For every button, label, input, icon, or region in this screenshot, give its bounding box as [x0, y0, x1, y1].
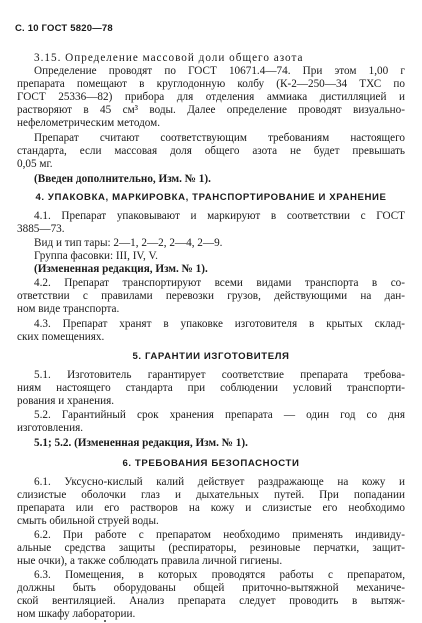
paragraph-line: ской вентиляцией. Анализ препарата следует проводить в вытяж-	[17, 595, 405, 607]
paragraph-line: Группа фасовки: III, IV, V.	[34, 250, 158, 262]
paragraph-line: 4.1. Препарат упаковывают и маркируют в соответствии с ГОСТ	[34, 210, 405, 222]
paragraph-line: 5.2. Гарантийный срок хранения препарата — один год со дня	[34, 409, 405, 421]
paragraph-line: 6.2. При работе с препаратом необходимо применять индивиду-	[34, 529, 405, 541]
paragraph-line: изготовления.	[17, 422, 84, 434]
amendment-note: (Введен дополнительно, Изм. № 1).	[34, 173, 211, 185]
paragraph-line: ответствии с правилами перевозки грузов, действующими на дан-	[17, 290, 405, 302]
paragraph-line: ном виде транспорта.	[17, 303, 120, 315]
paragraph-line: 3.15. Определение массовой доли общего азота	[34, 52, 304, 64]
paragraph-line: 6.3. Помещения, в которых проводятся работы с препаратом,	[34, 569, 405, 581]
section-heading: 6. ТРЕБОВАНИЯ БЕЗОПАСНОСТИ	[122, 458, 300, 469]
paragraph-line: ные очки), а также соблюдать правила личной гигиены.	[17, 555, 283, 567]
paragraph-line: 6.1. Уксусно-кислый калий действует раздражающе на кожу и	[34, 476, 405, 488]
paragraph-line: 4.3. Препарат хранят в упаковке изготовителя в крытых склад-	[34, 318, 405, 330]
paragraph-line: препарата или его растворов на кожу и слизистые его необходимо	[17, 502, 405, 514]
paragraph-line: 4.2. Препарат транспортируют всеми видами транспорта в со-	[34, 277, 405, 289]
paragraph-line: Определение проводят по ГОСТ 10671.4—74. При этом 1,00 г	[34, 65, 405, 77]
paragraph-line: альные средства защиты (респираторы, резиновые перчатки, защит-	[17, 542, 405, 554]
paragraph-line: Вид и тип тары: 2—1, 2—2, 2—4, 2—9.	[34, 237, 223, 249]
paragraph-line: растворяют в 45 см³ воды. Далее определение проводят визуально-	[17, 104, 405, 116]
section-heading: 5. ГАРАНТИИ ИЗГОТОВИТЕЛЯ	[132, 351, 290, 362]
paragraph-line: ГОСТ 25336—82) прибора для отделения аммиака дистилляцией и	[17, 91, 405, 103]
paragraph-line: ских помещениях.	[17, 331, 105, 343]
paragraph-line: ном шкафу лаборатории.	[17, 608, 136, 620]
page-header: С. 10 ГОСТ 5820—78	[15, 23, 113, 34]
paragraph-line: Препарат считают соответствующим требованиям настоящего	[34, 132, 405, 144]
section-heading: 4. УПАКОВКА, МАРКИРОВКА, ТРАНСПОРТИРОВАНИЕ И ХРАНЕНИЕ	[35, 192, 387, 203]
paragraph-line: смыть обильной струей воды.	[17, 515, 159, 527]
paragraph-line: должны быть оборудованы общей приточно-вытяжной механиче-	[17, 582, 405, 594]
paragraph-line: нефелометрическим методом.	[17, 117, 161, 129]
amendment-note: 5.1; 5.2. (Измененная редакция, Изм. № 1).	[34, 437, 248, 449]
paragraph-line: 5.1. Изготовитель гарантирует соответствие препарата требова-	[34, 369, 405, 381]
paragraph-line: ниям настоящего стандарта при соблюдении условий транспорти-	[17, 382, 405, 394]
amendment-note: (Измененная редакция, Изм. № 1).	[34, 263, 208, 275]
paragraph-line: стандарта, если массовая доля общего азота не будет превышать	[17, 145, 405, 157]
paragraph-line: 0,05 мг.	[17, 158, 53, 170]
scan-speck	[104, 620, 106, 622]
paragraph-line: препарата помещают в круглодонную колбу (К-2—250—34 ТХС по	[17, 78, 405, 90]
paragraph-line: рования и хранения.	[17, 395, 115, 407]
paragraph-line: слизистые оболочки глаз и дыхательных путей. При попадании	[17, 489, 405, 501]
paragraph-line: 3885—73.	[17, 223, 65, 235]
